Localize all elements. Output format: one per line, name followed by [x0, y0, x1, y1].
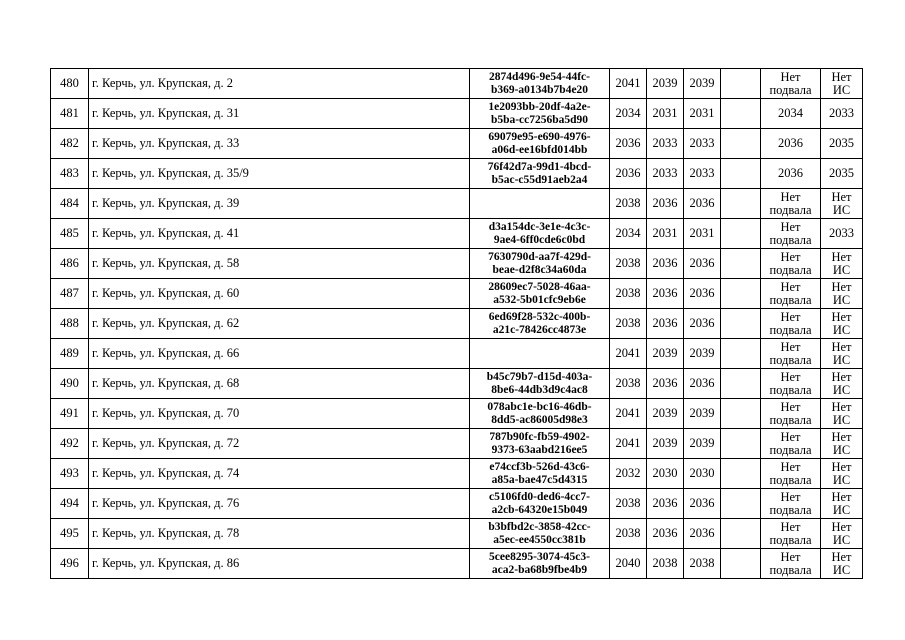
address-cell: г. Керчь, ул. Крупская, д. 74	[89, 459, 470, 489]
year-cell-1: 2041	[610, 69, 647, 99]
address-cell: г. Керчь, ул. Крупская, д. 2	[89, 69, 470, 99]
empty-cell	[721, 489, 761, 519]
house-guid-cell	[470, 69, 610, 99]
is-line-1: Нет	[831, 519, 852, 534]
guid-line-1: b3bfbd2c-3858-42cc-	[488, 520, 591, 533]
empty-cell	[721, 219, 761, 249]
guid-line-1: 5cee8295-3074-45c3-	[489, 550, 590, 563]
guid-line-2: a532-5b01cfc9eb6e	[493, 293, 586, 306]
empty-cell	[721, 399, 761, 429]
is-line-1: Нет	[831, 279, 852, 294]
table-row	[51, 459, 863, 489]
guid-line-1: c5106fd0-ded6-4cc7-	[489, 490, 590, 503]
guid-line-2: b5ba-cc7256ba5d90	[490, 113, 589, 126]
basement-cell	[761, 549, 821, 579]
table-row	[51, 219, 863, 249]
guid-line-1: 76f42d7a-99d1-4bcd-	[487, 160, 592, 173]
basement-line-1: 2036	[778, 136, 803, 150]
basement-line-1: Нет	[780, 279, 801, 294]
year-cell-2: 2039	[647, 399, 684, 429]
table-row	[51, 429, 863, 459]
guid-line-2: a21c-78426cc4873e	[492, 323, 587, 336]
is-cell	[821, 429, 863, 459]
is-cell	[821, 399, 863, 429]
is-line-2: ИС	[832, 472, 851, 487]
is-line-1: Нет	[831, 549, 852, 564]
basement-line-1: Нет	[780, 459, 801, 474]
guid-line-1: 787b90fc-fb59-4902-	[489, 430, 590, 443]
is-line-2: ИС	[832, 82, 851, 97]
year-cell-3: 2033	[684, 129, 721, 159]
house-guid-cell	[470, 129, 610, 159]
guid-line-2: 9ae4-6ff0cde6c0bd	[493, 233, 586, 246]
guid-line-1: 1e2093bb-20df-4a2e-	[488, 100, 591, 113]
year-cell-3: 2036	[684, 309, 721, 339]
year-cell-2: 2031	[647, 99, 684, 129]
house-guid-cell	[470, 189, 610, 219]
basement-line-2: подвала	[769, 472, 812, 487]
basement-cell	[761, 399, 821, 429]
is-line-1: Нет	[831, 399, 852, 414]
basement-cell	[761, 459, 821, 489]
empty-cell	[721, 69, 761, 99]
guid-line-2: beae-d2f8c34a60da	[492, 263, 587, 276]
empty-cell	[721, 189, 761, 219]
address-cell: г. Керчь, ул. Крупская, д. 68	[89, 369, 470, 399]
is-line-2: ИС	[832, 412, 851, 427]
year-cell-3: 2038	[684, 549, 721, 579]
year-cell-3: 2031	[684, 219, 721, 249]
empty-cell	[721, 339, 761, 369]
guid-line-1: 6ed69f28-532c-400b-	[488, 310, 591, 323]
row-number: 495	[51, 519, 89, 549]
year-cell-3: 2036	[684, 489, 721, 519]
house-guid-cell	[470, 339, 610, 369]
is-line-2: ИС	[832, 352, 851, 367]
basement-line-2: подвала	[769, 562, 812, 577]
guid-line-2: 8be6-44db3d9c4ac8	[491, 383, 588, 396]
guid-line-1: 2874d496-9e54-44fc-	[489, 70, 590, 83]
year-cell-2: 2039	[647, 339, 684, 369]
year-cell-3: 2033	[684, 159, 721, 189]
is-cell	[821, 309, 863, 339]
house-guid-cell	[470, 309, 610, 339]
is-line-1: Нет	[831, 459, 852, 474]
year-cell-2: 2036	[647, 369, 684, 399]
guid-line-1: e74ccf3b-526d-43c6-	[489, 460, 590, 473]
year-cell-1: 2036	[610, 159, 647, 189]
basement-line-1: Нет	[780, 369, 801, 384]
empty-cell	[721, 249, 761, 279]
year-cell-2: 2033	[647, 129, 684, 159]
basement-line-2: подвала	[769, 442, 812, 457]
basement-line-2: подвала	[769, 82, 812, 97]
basement-line-1: 2036	[778, 166, 803, 180]
address-cell: г. Керчь, ул. Крупская, д. 35/9	[89, 159, 470, 189]
empty-cell	[721, 459, 761, 489]
is-line-1: Нет	[831, 189, 852, 204]
is-cell	[821, 549, 863, 579]
row-number: 491	[51, 399, 89, 429]
guid-line-2: b369-a0134b7b4e20	[490, 83, 589, 96]
year-cell-3: 2036	[684, 189, 721, 219]
basement-cell	[761, 339, 821, 369]
year-cell-3: 2039	[684, 69, 721, 99]
empty-cell	[721, 369, 761, 399]
row-number: 496	[51, 549, 89, 579]
row-number: 490	[51, 369, 89, 399]
table-row	[51, 309, 863, 339]
is-line-1: Нет	[831, 489, 852, 504]
is-line-1: Нет	[831, 69, 852, 84]
table-row	[51, 189, 863, 219]
table-row	[51, 279, 863, 309]
year-cell-1: 2032	[610, 459, 647, 489]
table-row	[51, 519, 863, 549]
basement-line-2: подвала	[769, 232, 812, 247]
is-line-2: ИС	[832, 382, 851, 397]
year-cell-2: 2033	[647, 159, 684, 189]
address-cell: г. Керчь, ул. Крупская, д. 39	[89, 189, 470, 219]
basement-line-1: Нет	[780, 69, 801, 84]
empty-cell	[721, 279, 761, 309]
year-cell-1: 2038	[610, 309, 647, 339]
basement-line-1: Нет	[780, 519, 801, 534]
is-line-1: Нет	[831, 429, 852, 444]
row-number: 494	[51, 489, 89, 519]
year-cell-2: 2039	[647, 429, 684, 459]
basement-line-2: подвала	[769, 322, 812, 337]
table-row	[51, 489, 863, 519]
address-cell: г. Керчь, ул. Крупская, д. 41	[89, 219, 470, 249]
is-cell	[821, 69, 863, 99]
guid-line-2: a85a-bae47c5d4315	[491, 473, 588, 486]
guid-line-1: 28609ec7-5028-46aa-	[488, 280, 591, 293]
house-guid-cell	[470, 279, 610, 309]
is-line-1: Нет	[831, 369, 852, 384]
housing-register-table	[50, 68, 863, 579]
is-cell	[821, 189, 863, 219]
year-cell-2: 2036	[647, 189, 684, 219]
year-cell-2: 2036	[647, 519, 684, 549]
basement-line-1: Нет	[780, 399, 801, 414]
basement-line-2: подвала	[769, 532, 812, 547]
basement-cell	[761, 279, 821, 309]
guid-line-2: b5ac-c55d91aeb2a4	[491, 173, 588, 186]
guid-line-2: a06d-ee16bfd014bb	[491, 143, 588, 156]
row-number: 493	[51, 459, 89, 489]
year-cell-1: 2038	[610, 369, 647, 399]
house-guid-cell	[470, 429, 610, 459]
year-cell-1: 2041	[610, 429, 647, 459]
basement-line-1: Нет	[780, 219, 801, 234]
table-row	[51, 399, 863, 429]
guid-line-1: b45c79b7-d15d-403a-	[486, 370, 593, 383]
year-cell-2: 2036	[647, 249, 684, 279]
address-cell: г. Керчь, ул. Крупская, д. 78	[89, 519, 470, 549]
basement-cell	[761, 159, 821, 189]
year-cell-1: 2034	[610, 219, 647, 249]
year-cell-1: 2038	[610, 189, 647, 219]
is-cell	[821, 279, 863, 309]
is-line-1: Нет	[831, 339, 852, 354]
address-cell: г. Керчь, ул. Крупская, д. 76	[89, 489, 470, 519]
table-row	[51, 369, 863, 399]
empty-cell	[721, 99, 761, 129]
year-cell-1: 2041	[610, 399, 647, 429]
is-cell	[821, 129, 863, 159]
address-cell: г. Керчь, ул. Крупская, д. 66	[89, 339, 470, 369]
row-number: 481	[51, 99, 89, 129]
house-guid-cell	[470, 519, 610, 549]
basement-cell	[761, 189, 821, 219]
basement-line-2: подвала	[769, 202, 812, 217]
empty-cell	[721, 159, 761, 189]
basement-line-1: Нет	[780, 339, 801, 354]
is-line-2: ИС	[832, 202, 851, 217]
is-cell	[821, 489, 863, 519]
is-cell	[821, 339, 863, 369]
basement-line-2: подвала	[769, 412, 812, 427]
is-line-2: ИС	[832, 562, 851, 577]
house-guid-cell	[470, 159, 610, 189]
year-cell-3: 2036	[684, 279, 721, 309]
house-guid-cell	[470, 369, 610, 399]
basement-cell	[761, 219, 821, 249]
address-cell: г. Керчь, ул. Крупская, д. 86	[89, 549, 470, 579]
year-cell-2: 2030	[647, 459, 684, 489]
year-cell-3: 2039	[684, 399, 721, 429]
house-guid-cell	[470, 489, 610, 519]
basement-line-1: Нет	[780, 309, 801, 324]
basement-line-1: Нет	[780, 549, 801, 564]
basement-cell	[761, 69, 821, 99]
is-line-1: 2033	[829, 106, 854, 120]
year-cell-3: 2030	[684, 459, 721, 489]
year-cell-2: 2039	[647, 69, 684, 99]
is-line-2: ИС	[832, 442, 851, 457]
guid-line-2: a2cb-64320e15b049	[491, 503, 588, 516]
row-number: 486	[51, 249, 89, 279]
basement-line-1: Нет	[780, 429, 801, 444]
year-cell-2: 2036	[647, 279, 684, 309]
year-cell-1: 2036	[610, 129, 647, 159]
house-guid-cell	[470, 459, 610, 489]
year-cell-3: 2036	[684, 249, 721, 279]
basement-line-2: подвала	[769, 292, 812, 307]
basement-cell	[761, 249, 821, 279]
row-number: 488	[51, 309, 89, 339]
row-number: 484	[51, 189, 89, 219]
guid-line-1: 078abc1e-bc16-46db-	[487, 400, 592, 413]
empty-cell	[721, 549, 761, 579]
address-cell: г. Керчь, ул. Крупская, д. 70	[89, 399, 470, 429]
guid-line-2: aca2-ba68b9fbe4b9	[491, 563, 588, 576]
basement-cell	[761, 309, 821, 339]
year-cell-1: 2034	[610, 99, 647, 129]
row-number: 482	[51, 129, 89, 159]
row-number: 485	[51, 219, 89, 249]
is-line-2: ИС	[832, 322, 851, 337]
year-cell-3: 2031	[684, 99, 721, 129]
address-cell: г. Керчь, ул. Крупская, д. 72	[89, 429, 470, 459]
is-line-2: ИС	[832, 502, 851, 517]
address-cell: г. Керчь, ул. Крупская, д. 33	[89, 129, 470, 159]
empty-cell	[721, 519, 761, 549]
basement-line-1: Нет	[780, 489, 801, 504]
basement-line-2: подвала	[769, 262, 812, 277]
is-line-1: 2033	[829, 226, 854, 240]
is-cell	[821, 369, 863, 399]
is-cell	[821, 519, 863, 549]
table-row	[51, 549, 863, 579]
basement-cell	[761, 489, 821, 519]
year-cell-1: 2038	[610, 519, 647, 549]
year-cell-3: 2036	[684, 369, 721, 399]
house-guid-cell	[470, 549, 610, 579]
basement-line-1: Нет	[780, 189, 801, 204]
year-cell-2: 2031	[647, 219, 684, 249]
row-number: 483	[51, 159, 89, 189]
basement-line-1: 2034	[778, 106, 803, 120]
row-number: 480	[51, 69, 89, 99]
is-line-1: Нет	[831, 249, 852, 264]
table-body	[51, 69, 863, 579]
empty-cell	[721, 429, 761, 459]
basement-line-2: подвала	[769, 502, 812, 517]
year-cell-2: 2036	[647, 309, 684, 339]
is-line-2: ИС	[832, 262, 851, 277]
is-cell	[821, 249, 863, 279]
address-cell: г. Керчь, ул. Крупская, д. 58	[89, 249, 470, 279]
basement-line-2: подвала	[769, 382, 812, 397]
year-cell-3: 2039	[684, 429, 721, 459]
basement-cell	[761, 369, 821, 399]
basement-cell	[761, 129, 821, 159]
year-cell-1: 2038	[610, 489, 647, 519]
guid-line-1: 69079e95-e690-4976-	[488, 130, 591, 143]
house-guid-cell	[470, 249, 610, 279]
address-cell: г. Керчь, ул. Крупская, д. 31	[89, 99, 470, 129]
table-row	[51, 249, 863, 279]
address-cell: г. Керчь, ул. Крупская, д. 60	[89, 279, 470, 309]
year-cell-3: 2036	[684, 519, 721, 549]
is-line-2: ИС	[832, 532, 851, 547]
house-guid-cell	[470, 399, 610, 429]
guid-line-2: 8dd5-ac86005d98e3	[491, 413, 588, 426]
row-number: 492	[51, 429, 89, 459]
empty-cell	[721, 309, 761, 339]
house-guid-cell	[470, 99, 610, 129]
basement-cell	[761, 519, 821, 549]
table-row	[51, 339, 863, 369]
is-cell	[821, 219, 863, 249]
is-line-1: Нет	[831, 309, 852, 324]
table-row	[51, 99, 863, 129]
is-cell	[821, 159, 863, 189]
year-cell-1: 2041	[610, 339, 647, 369]
is-cell	[821, 459, 863, 489]
empty-cell	[721, 129, 761, 159]
year-cell-1: 2040	[610, 549, 647, 579]
year-cell-2: 2038	[647, 549, 684, 579]
year-cell-1: 2038	[610, 279, 647, 309]
guid-line-2: 9373-63aabd216ee5	[491, 443, 588, 456]
basement-line-2: подвала	[769, 352, 812, 367]
year-cell-1: 2038	[610, 249, 647, 279]
row-number: 489	[51, 339, 89, 369]
is-line-1: 2035	[829, 136, 854, 150]
table-row	[51, 129, 863, 159]
table-row	[51, 159, 863, 189]
year-cell-2: 2036	[647, 489, 684, 519]
basement-cell	[761, 429, 821, 459]
address-cell: г. Керчь, ул. Крупская, д. 62	[89, 309, 470, 339]
is-line-2: ИС	[832, 292, 851, 307]
guid-line-1: d3a154dc-3e1e-4c3c-	[488, 220, 591, 233]
basement-cell	[761, 99, 821, 129]
is-line-1: 2035	[829, 166, 854, 180]
table-row	[51, 69, 863, 99]
is-cell	[821, 99, 863, 129]
house-guid-cell	[470, 219, 610, 249]
guid-line-1: 7630790d-aa7f-429d-	[488, 250, 591, 263]
basement-line-1: Нет	[780, 249, 801, 264]
guid-line-2: a5ec-ee4550cc381b	[493, 533, 586, 546]
row-number: 487	[51, 279, 89, 309]
year-cell-3: 2039	[684, 339, 721, 369]
